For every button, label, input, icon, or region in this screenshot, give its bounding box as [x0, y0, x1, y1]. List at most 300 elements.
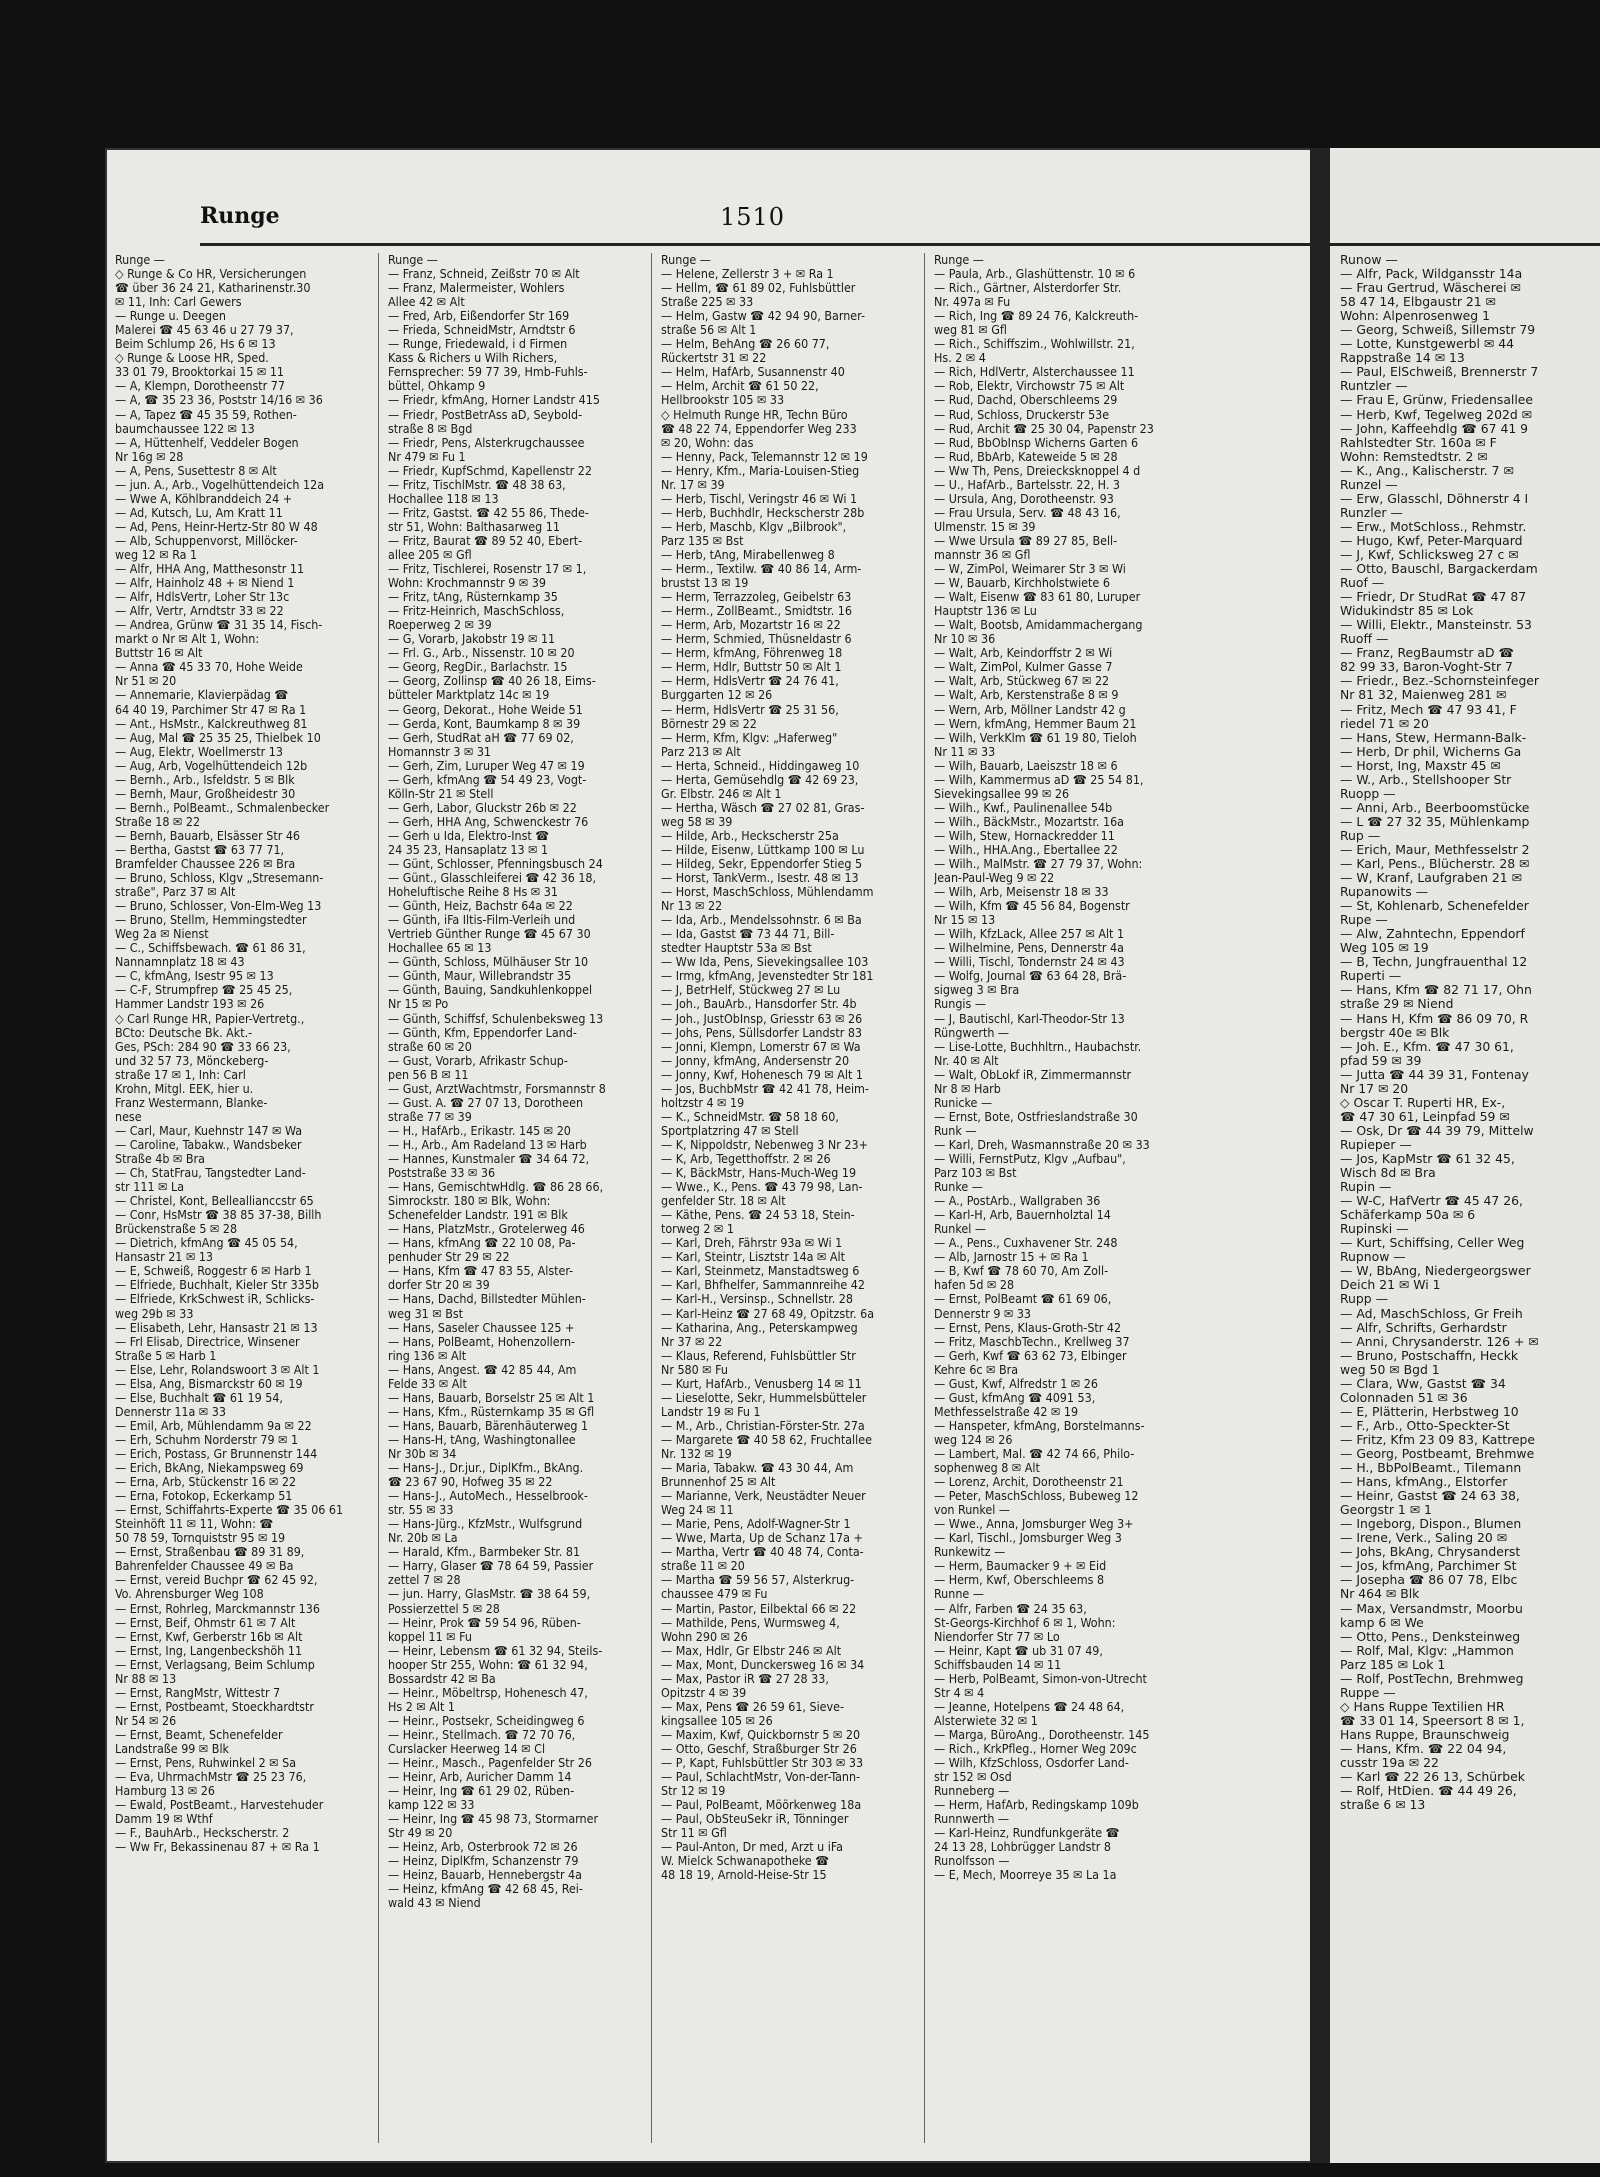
directory-entry-line: — Henry, Kfm., Maria-Louisen-Stieg: [661, 463, 860, 478]
directory-entry-line: — F., BauhArb., Heckscherstr. 2: [115, 1826, 290, 1841]
directory-entry-line: — Helene, Zellerstr 3 + ✉ Ra 1: [661, 267, 834, 282]
directory-entry-line: 24 35 23, Hansaplatz 13 ✉ 1: [388, 842, 549, 857]
directory-entry-line: Krohn, Mitgl. EEK, hier u.: [115, 1081, 254, 1096]
directory-entry-line: straße 8 ✉ Bgd: [388, 421, 473, 436]
directory-entry-line: — Wern, kfmAng, Hemmer Baum 21: [934, 716, 1137, 731]
directory-entry-line: — Ernst, Ing, Langenbeckshöh 11: [115, 1643, 303, 1658]
directory-entry-line: — Walt, Eisenw ☎ 83 61 80, Luruper: [934, 590, 1141, 605]
directory-entry-line: — Lieselotte, Sekr, Hummelsbütteler: [661, 1390, 867, 1405]
directory-entry-line: Straße 18 ✉ 22: [115, 814, 201, 829]
directory-entry-line: — Friedr, Pens, Alsterkrugchaussee: [388, 435, 585, 450]
directory-entry-line: Vertrieb Günther Runge ☎ 45 67 30: [388, 927, 591, 942]
directory-entry-line: ◇ Carl Runge HR, Papier-Vertretg.,: [115, 1011, 305, 1026]
directory-entry-line: — J, Bautischl, Karl-Theodor-Str 13: [934, 1011, 1125, 1026]
directory-entry-line: Possierzettel 5 ✉ 28: [388, 1601, 500, 1616]
next-page-entry-line: — Alw, Zahntechn, Eppendorf: [1340, 927, 1525, 942]
directory-entry-line: Runkel —: [934, 1222, 986, 1237]
directory-entry-line: Nr. 40 ✉ Alt: [934, 1053, 999, 1068]
directory-entry-line: Runke —: [934, 1180, 983, 1195]
directory-entry-line: Straße 225 ✉ 33: [661, 295, 754, 310]
directory-entry-line: Simrockstr. 180 ✉ Blk, Wohn:: [388, 1194, 551, 1209]
directory-entry-line: — Martha, Vertr ☎ 40 48 74, Conta-: [661, 1545, 864, 1560]
directory-entry-line: Bossardstr 42 ✉ Ba: [388, 1671, 496, 1686]
directory-entry-line: — C., Schiffsbewach. ☎ 61 86 31,: [115, 941, 306, 956]
next-page-entry-line: — Otto, Pens., Denksteinweg: [1340, 1629, 1521, 1644]
directory-entry-line: — Wilh., Kwf., Paulinenallee 54b: [934, 800, 1113, 815]
directory-entry-line: — Karl, Tischl., Jomsburger Weg 3: [934, 1531, 1122, 1546]
directory-entry-line: — Aug, Elektr, Woellmerstr 13: [115, 744, 283, 759]
directory-entry-line: — Hildeg, Sekr, Eppendorfer Stieg 5: [661, 857, 863, 872]
next-page-entry-line: Rupp —: [1340, 1292, 1388, 1307]
directory-entry-line: — Georg, Zollinsp ☎ 40 26 18, Eims-: [388, 674, 596, 689]
directory-entry-line: weg 58 ✉ 39: [661, 814, 733, 829]
directory-entry-line: — Frl Elisab, Directrice, Winsener: [115, 1334, 300, 1349]
next-page-entry-line: — W., Arb., Stellshooper Str: [1340, 772, 1512, 787]
directory-entry-line: — W, ZimPol, Weimarer Str 3 ✉ Wi: [934, 562, 1126, 577]
next-page-entry-line: Schäferkamp 50a ✉ 6: [1340, 1208, 1476, 1223]
next-page-entry-line: Runzler —: [1340, 505, 1403, 520]
directory-entry-line: Kölln-Str 21 ✉ Stell: [388, 786, 494, 801]
directory-entry-line: — Walt, Arb, Kerstenstraße 8 ✉ 9: [934, 688, 1119, 703]
next-page-entry-line: Rupe —: [1340, 913, 1388, 928]
directory-entry-line: — Maxim, Kwf, Quickbornstr 5 ✉ 20: [661, 1727, 861, 1742]
next-page-entry-line: — Rolf, Mal, Klgv: „Hammon: [1340, 1643, 1514, 1658]
directory-entry-line: — Fritz, MaschbTechn., Krellweg 37: [934, 1334, 1130, 1349]
directory-entry-line: Landstraße 99 ✉ Blk: [115, 1741, 229, 1756]
next-page-entry-line: Runzel —: [1340, 477, 1398, 492]
next-page-entry-line: — Ad, MaschSchloss, Gr Freih: [1340, 1306, 1523, 1321]
directory-entry-line: ✉ 11, Inh: Carl Gewers: [115, 295, 242, 310]
directory-entry-line: — Hans, PolBeamt, Hohenzollern-: [388, 1334, 576, 1349]
next-page-entry-line: — Frau Gertrud, Wäscherei ✉: [1340, 281, 1521, 296]
next-page-entry-line: Ruppe —: [1340, 1685, 1396, 1700]
directory-entry-line: — Heinz, Bauarb, Hennebergstr 4a: [388, 1868, 582, 1883]
directory-entry-line: — Dietrich, kfmAng ☎ 45 05 54,: [115, 1236, 298, 1251]
directory-entry-line: Hoheluftische Reihe 8 Hs ✉ 31: [388, 885, 558, 900]
next-page-entry-line: Rappstraße 14 ✉ 13: [1340, 351, 1465, 366]
directory-entry-line: — Mathilde, Pens, Wurmsweg 4,: [661, 1615, 840, 1630]
directory-entry-line: — Irmg, kfmAng, Jevenstedter Str 181: [661, 969, 874, 984]
directory-entry-line: Wohn 290 ✉ 26: [661, 1629, 748, 1644]
directory-entry-line: stedter Hauptstr 53a ✉ Bst: [661, 941, 812, 956]
next-page-entry-line: — Hugo, Kwf, Peter-Marquard: [1340, 533, 1523, 548]
directory-entry-line: — Herm, HdlsVertr ☎ 25 31 56,: [661, 702, 839, 717]
directory-entry-line: Sportplatzring 47 ✉ Stell: [661, 1123, 799, 1138]
directory-entry-line: Straße 5 ✉ Harb 1: [115, 1348, 217, 1363]
next-page-entry-line: — Hans, Kfm ☎ 82 71 17, Ohn: [1340, 983, 1532, 998]
directory-entry-line: — Karl-Heinz, Rundfunkgeräte ☎: [934, 1826, 1120, 1841]
directory-entry-line: — Margarete ☎ 40 58 62, Fruchtallee: [661, 1432, 872, 1447]
directory-entry-line: — Hellm, ☎ 61 89 02, Fuhlsbüttler: [661, 281, 856, 296]
directory-entry-line: — Ida, Gastst ☎ 73 44 71, Bill-: [661, 927, 835, 942]
directory-entry-line: wald 43 ✉ Niend: [388, 1896, 481, 1911]
directory-entry-line: — Ant., HsMstr., Kalckreuthweg 81: [115, 716, 308, 731]
directory-entry-line: — Erna, Fotokop, Eckerkamp 51: [115, 1489, 293, 1504]
next-page-entry-line: — Franz, RegBaumstr aD ☎: [1340, 646, 1514, 661]
directory-entry-line: — A, Klempn, Dorotheenstr 77: [115, 379, 285, 394]
directory-entry-line: — Gerh, Kwf ☎ 63 62 73, Elbinger: [934, 1348, 1127, 1363]
next-page-entry-line: Nr 17 ✉ 20: [1340, 1081, 1409, 1096]
directory-entry-line: — Bernh., PolBeamt., Schmalenbecker: [115, 800, 330, 815]
directory-entry-line: — Herb, PolBeamt, Simon-von-Utrecht: [934, 1671, 1147, 1686]
next-page-entry-line: — K., Ang., Kalischerstr. 7 ✉: [1340, 463, 1514, 478]
directory-entry-line: — Bernh., Arb., Isfeldstr. 5 ✉ Blk: [115, 772, 295, 787]
directory-entry-line: — Heinr, Ing ☎ 45 98 73, Stormarner: [388, 1812, 599, 1827]
directory-entry-line: Ulmenstr. 15 ✉ 39: [934, 519, 1036, 534]
directory-entry-line: — Jonni, Klempn, Lomerstr 67 ✉ Wa: [661, 1039, 861, 1054]
directory-entry-line: — Karl, Steinmetz, Manstadtsweg 6: [661, 1264, 860, 1279]
directory-entry-line: — Carl, Maur, Kuehnstr 147 ✉ Wa: [115, 1123, 303, 1138]
directory-entry-line: — Gust, ArztWachtmstr, Forsmannstr 8: [388, 1081, 606, 1096]
directory-entry-line: — Heinr, Prok ☎ 59 54 96, Rüben-: [388, 1615, 581, 1630]
next-page-entry-line: riedel 71 ✉ 20: [1340, 716, 1429, 731]
next-page-entry-line: — Ingeborg, Dispon., Blumen: [1340, 1517, 1522, 1532]
directory-entry-line: — Herb, Tischl, Veringstr 46 ✉ Wi 1: [661, 491, 858, 506]
directory-entry-line: — Alfr, Vertr, Arndtstr 33 ✉ 22: [115, 604, 284, 619]
directory-entry-line: Hochallee 65 ✉ 13: [388, 941, 492, 956]
directory-entry-line: — E, Schweiß, Roggestr 6 ✉ Harb 1: [115, 1264, 312, 1279]
directory-entry-line: — Johs, Pens, Süllsdorfer Landstr 83: [661, 1025, 863, 1040]
directory-entry-line: — Herm, Baumacker 9 + ✉ Eid: [934, 1559, 1107, 1574]
directory-entry-line: — Emil, Arb, Mühlendamm 9a ✉ 22: [115, 1418, 312, 1433]
directory-entry-line: Franz Westermann, Blanke-: [115, 1095, 268, 1110]
directory-entry-line: — Wilhelmine, Pens, Dennerstr 4a: [934, 941, 1124, 956]
directory-entry-line: — A, ☎ 35 23 36, Poststr 14/16 ✉ 36: [115, 393, 323, 408]
directory-entry-line: — Ernst, vereid Buchpr ☎ 62 45 92,: [115, 1573, 318, 1588]
next-page-rule: [1330, 243, 1600, 246]
directory-entry-line: — Elsa, Ang, Bismarckstr 60 ✉ 19: [115, 1376, 303, 1391]
directory-entry-line: Buttstr 16 ✉ Alt: [115, 646, 203, 661]
directory-entry-line: — Joh., BauArb., Hansdorfer Str. 4b: [661, 997, 857, 1012]
directory-entry-line: — Max, Pastor iR ☎ 27 28 33,: [661, 1671, 829, 1686]
directory-entry-line: — Wwe A, Köhlbranddeich 24 +: [115, 491, 293, 506]
directory-entry-line: holtzstr 4 ✉ 19: [661, 1095, 745, 1110]
directory-entry-line: — Wilh, Kammermus aD ☎ 25 54 81,: [934, 772, 1144, 787]
directory-entry-line: von Runkel —: [934, 1503, 1011, 1518]
next-page-entry-line: — Joh. E., Kfm. ☎ 47 30 61,: [1340, 1039, 1514, 1054]
directory-entry-line: — Karl, Dreh, Wasmannstraße 20 ✉ 33: [934, 1137, 1150, 1152]
directory-entry-line: — Wwe Ursula ☎ 89 27 85, Bell-: [934, 533, 1118, 548]
directory-entry-line: brustst 13 ✉ 19: [661, 576, 749, 591]
directory-entry-line: straße 11 ✉ 20: [661, 1559, 745, 1574]
directory-entry-line: — Ernst, Straßenbau ☎ 89 31 89,: [115, 1545, 305, 1560]
directory-entry-line: Parz 213 ✉ Alt: [661, 744, 741, 759]
directory-entry-line: Hs 2 ✉ Alt 1: [388, 1699, 455, 1714]
directory-entry-line: — Rud, BbObInsp Wicherns Garten 6: [934, 435, 1139, 450]
directory-entry-line: straße 17 ✉ 1, Inh: Carl: [115, 1067, 246, 1082]
directory-entry-line: — Ewald, PostBeamt., Harvestehuder: [115, 1798, 324, 1813]
directory-entry-line: Roeperweg 2 ✉ 39: [388, 618, 492, 633]
next-page-entry-line: — Jos, KapMstr ☎ 61 32 45,: [1340, 1152, 1515, 1166]
directory-entry-line: — Bruno, Schlosser, Von-Elm-Weg 13: [115, 899, 322, 914]
next-page-entry-line: — L ☎ 27 32 35, Mühlenkamp: [1340, 814, 1530, 829]
directory-entry-line: — Gust, kfmAng ☎ 4091 53,: [934, 1390, 1096, 1405]
directory-entry-line: — Hans-J., Dr.jur., DiplKfm., BkAng.: [388, 1461, 584, 1476]
directory-entry-line: — C-F, Strumpfrep ☎ 25 45 25,: [115, 983, 293, 998]
directory-entry-line: Parz 135 ✉ Bst: [661, 533, 744, 548]
directory-entry-line: — Herb, Buchhdlr, Heckscherstr 28b: [661, 505, 865, 520]
directory-entry-line: ring 136 ✉ Alt: [388, 1348, 467, 1363]
directory-entry-line: Nr 51 ✉ 20: [115, 674, 177, 689]
directory-entry-line: — Helm, Archit ☎ 61 50 22,: [661, 379, 819, 394]
directory-entry-line: hafen 5d ✉ 28: [934, 1278, 1015, 1293]
next-page-entry-line: — Jutta ☎ 44 39 31, Fontenay: [1340, 1067, 1529, 1082]
directory-entry-line: str 51, Wohn: Balthasarweg 11: [388, 519, 560, 534]
directory-entry-line: — Kurt, HafArb., Venusberg 14 ✉ 11: [661, 1376, 862, 1391]
next-page-entry-line: — Max, Versandmstr, Moorbu: [1340, 1601, 1523, 1616]
directory-entry-line: Burggarten 12 ✉ 26: [661, 688, 773, 703]
next-page-entry-line: — W, Kranf, Laufgraben 21 ✉: [1340, 871, 1522, 886]
directory-entry-line: straße 60 ✉ 20: [388, 1039, 472, 1054]
directory-entry-line: — Heinz, DiplKfm, Schanzenstr 79: [388, 1854, 579, 1869]
directory-entry-line: — Ernst, Beif, Ohmstr 61 ✉ 7 Alt: [115, 1615, 296, 1630]
directory-entry-line: — J, BetrHelf, Stückweg 27 ✉ Lu: [661, 983, 841, 998]
directory-entry-line: Nr 8 ✉ Harb: [934, 1081, 1001, 1096]
directory-entry-line: — Günt, Schlosser, Pfenningsbusch 24: [388, 857, 603, 872]
next-page-entry-line: — John, Kaffeehdlg ☎ 67 41 9: [1340, 421, 1529, 436]
directory-entry-line: Brunnenhof 25 ✉ Alt: [661, 1475, 776, 1490]
directory-entry-line: Runk —: [934, 1123, 977, 1138]
directory-entry-line: Methfesselstraße 42 ✉ 19: [934, 1404, 1079, 1419]
directory-entry-line: — Hans-J., AutoMech., Hesselbrook-: [388, 1489, 588, 1504]
directory-entry-line: Allee 42 ✉ Alt: [388, 295, 465, 310]
next-page-entry-line: — Karl ☎ 22 26 13, Schürbek: [1340, 1770, 1525, 1785]
directory-entry-line: sophenweg 8 ✉ Alt: [934, 1461, 1040, 1476]
directory-entry-line: — Wern, Arb, Möllner Landstr 42 g: [934, 702, 1126, 717]
directory-entry-line: — Ernst, RangMstr, Wittestr 7: [115, 1685, 281, 1700]
directory-entry-line: — Ch, StatFrau, Tangstedter Land-: [115, 1166, 306, 1181]
directory-entry-line: — Rud, Dachd, Oberschleems 29: [934, 393, 1118, 408]
directory-entry-line: Jean-Paul-Weg 9 ✉ 22: [934, 871, 1055, 886]
directory-entry-line: — Fred, Arb, Eißendorfer Str 169: [388, 309, 570, 324]
directory-entry-line: — Anna ☎ 45 33 70, Hohe Weide: [115, 660, 303, 675]
next-page-entry-line: — E, Plätterin, Herbstweg 10: [1340, 1404, 1519, 1419]
directory-entry-line: Poststraße 33 ✉ 36: [388, 1166, 496, 1181]
directory-entry-line: — Günth, Schloss, Mülhäuser Str 10: [388, 955, 589, 970]
directory-entry-line: — Käthe, Pens. ☎ 24 53 18, Stein-: [661, 1208, 855, 1223]
directory-entry-line: Nr 10 ✉ 36: [934, 632, 996, 647]
directory-entry-line: — Jonny, kfmAng, Andersenstr 20: [661, 1053, 850, 1068]
directory-entry-line: Weg 24 ✉ 11: [661, 1503, 734, 1518]
next-page-entry-line: — Osk, Dr ☎ 44 39 79, Mittelw: [1340, 1123, 1534, 1138]
directory-entry-line: — Jos, BuchbMstr ☎ 42 41 78, Heim-: [661, 1081, 869, 1096]
directory-entry-line: — Ernst, Beamt, Schenefelder: [115, 1727, 283, 1742]
directory-entry-line: — Heinz, kfmAng ☎ 42 68 45, Rei-: [388, 1882, 583, 1897]
directory-entry-line: — Herm, Hdlr, Buttstr 50 ✉ Alt 1: [661, 660, 842, 675]
directory-entry-line: — Ernst, Verlagsang, Beim Schlump: [115, 1657, 315, 1672]
directory-entry-line: — Wwe., Anna, Jomsburger Weg 3+: [934, 1517, 1134, 1532]
directory-entry-line: Kass & Richers u Wilh Richers,: [388, 351, 558, 366]
directory-entry-line: — Gerh, StudRat aH ☎ 77 69 02,: [388, 730, 574, 745]
next-page-entry-line: Wohn: Remstedtstr. 2 ✉: [1340, 449, 1488, 464]
directory-entry-line: — Horst, MaschSchloss, Mühlendamm: [661, 885, 874, 900]
directory-entry-line: — Alfr, Farben ☎ 24 35 63,: [934, 1601, 1087, 1616]
directory-entry-line: Runolfsson —: [934, 1854, 1010, 1869]
directory-entry-line: Hauptstr 136 ✉ Lu: [934, 604, 1037, 619]
next-page-entry-line: Deich 21 ✉ Wi 1: [1340, 1278, 1441, 1293]
next-page-entry-line: ◇ Oscar T. Ruperti HR, Ex-,: [1340, 1095, 1506, 1110]
directory-entry-line: — Paul, ObSteuSekr iR, Tönninger: [661, 1812, 849, 1827]
directory-entry-line: Fernsprecher: 59 77 39, Hmb-Fuhls-: [388, 365, 588, 380]
directory-entry-line: Curslacker Heerweg 14 ✉ Cl: [388, 1741, 546, 1756]
directory-entry-line: — A, Pens, Susettestr 8 ✉ Alt: [115, 463, 277, 478]
next-page-entry-line: Rahlstedter Str. 160a ✉ F: [1340, 435, 1497, 450]
directory-entry-line: Runge —: [388, 253, 438, 267]
next-page-entry-line: kamp 6 ✉ We: [1340, 1615, 1424, 1630]
next-page-entry-line: Wohn: Alpenrosenweg 1: [1340, 309, 1490, 324]
directory-entry-line: Ges, PSch: 284 90 ☎ 33 66 23,: [115, 1039, 291, 1054]
next-page-entry-line: ☎ 47 30 61, Leinpfad 59 ✉: [1340, 1109, 1510, 1124]
directory-entry-line: genfelder Str. 18 ✉ Alt: [661, 1194, 786, 1209]
next-page-column: [1340, 253, 1600, 2143]
directory-entry-line: — Paula, Arb., Glashüttenstr. 10 ✉ 6: [934, 267, 1136, 282]
directory-entry-line: — Gust, Kwf, Alfredstr 1 ✉ 26: [934, 1376, 1098, 1391]
directory-entry-line: — Wilh, Kfm ☎ 45 56 84, Bogenstr: [934, 899, 1130, 914]
directory-entry-line: — Karl-H, Arb, Bauernholztal 14: [934, 1208, 1111, 1223]
directory-entry-line: — Walt, ObLokf iR, Zimmermannstr: [934, 1067, 1132, 1082]
directory-entry-line: ◇ Helmuth Runge HR, Techn Büro: [661, 407, 848, 422]
directory-entry-line: — Hans-Jürg., KfzMstr., Wulfsgrund: [388, 1517, 583, 1532]
next-page-entry-line: — Herb, Dr phil, Wicherns Ga: [1340, 744, 1522, 759]
directory-entry-line: — Hans, Kfm., Rüsternkamp 35 ✉ Gfl: [388, 1404, 595, 1419]
directory-entry-line: torweg 2 ✉ 1: [661, 1222, 734, 1237]
directory-entry-line: Nr 88 ✉ 13: [115, 1671, 177, 1686]
directory-entry-line: — Rob, Elektr, Virchowstr 75 ✉ Alt: [934, 379, 1125, 394]
directory-entry-line: — Helm, HafArb, Susannenstr 40: [661, 365, 845, 380]
next-page-entry-line: — W, BbAng, Niedergeorgswer: [1340, 1264, 1531, 1279]
directory-entry-line: Nr 15 ✉ Po: [388, 997, 449, 1012]
directory-entry-line: — A, Hüttenhelf, Veddeler Bogen: [115, 435, 299, 450]
directory-entry-line: — Willi, FernstPutz, Klgv „Aufbau",: [934, 1152, 1126, 1166]
directory-entry-line: Bramfelder Chaussee 226 ✉ Bra: [115, 857, 296, 872]
directory-entry-line: Alsterwiete 32 ✉ 1: [934, 1713, 1038, 1728]
directory-entry-line: — Andrea, Grünw ☎ 31 35 14, Fisch-: [115, 618, 323, 633]
directory-entry-line: — Herm, Terrazzoleg, Geibelstr 63: [661, 590, 852, 605]
next-page-entry-line: — Friedr., Bez.-Schornsteinfeger: [1340, 674, 1540, 689]
directory-entry-line: büttel, Ohkamp 9: [388, 379, 486, 394]
directory-entry-line: — Ernst, PolBeamt ☎ 61 69 06,: [934, 1292, 1112, 1307]
directory-entry-line: — Annemarie, Klavierpädag ☎: [115, 688, 289, 703]
directory-entry-line: Damm 19 ✉ Wthf: [115, 1812, 213, 1827]
directory-entry-line: — Erich, BkAng, Niekampsweg 69: [115, 1461, 304, 1476]
directory-entry-line: 50 78 59, Tornquiststr 95 ✉ 19: [115, 1531, 286, 1546]
directory-entry-line: straße", Parz 37 ✉ Alt: [115, 885, 236, 900]
directory-entry-line: Bahrenfelder Chaussee 49 ✉ Ba: [115, 1559, 294, 1574]
directory-entry-line: — Else, Lehr, Rolandswoort 3 ✉ Alt 1: [115, 1362, 320, 1377]
next-page-entry-line: — Hans, Stew, Hermann-Balk-: [1340, 730, 1527, 745]
directory-entry-line: — Heinr, Ing ☎ 61 29 02, Rüben-: [388, 1784, 575, 1799]
directory-entry-line: — Paul-Anton, Dr med, Arzt u iFa: [661, 1840, 843, 1855]
directory-entry-line: W. Mielck Schwanapotheke ☎: [661, 1854, 830, 1869]
directory-entry-line: — Wilh., BäckMstr., Mozartstr. 16a: [934, 814, 1125, 829]
directory-entry-line: — Bruno, Stellm, Hemmingstedter: [115, 913, 307, 928]
next-page-entry-line: Hans Ruppe, Braunschweig: [1340, 1727, 1510, 1742]
next-page-entry-line: straße 6 ✉ 13: [1340, 1798, 1426, 1813]
directory-entry-line: — Lorenz, Archit, Dorotheenstr 21: [934, 1475, 1124, 1490]
next-page-entry-line: — Lotte, Kunstgewerbl ✉ 44: [1340, 337, 1515, 352]
directory-entry-line: ☎ 23 67 90, Hofweg 35 ✉ 22: [388, 1475, 553, 1490]
directory-entry-line: Runne —: [934, 1587, 984, 1602]
directory-entry-line: — Fritz-Heinrich, MaschSchloss,: [388, 604, 565, 619]
directory-entry-line: — Gust. A. ☎ 27 07 13, Dorotheen: [388, 1095, 584, 1110]
directory-entry-line: — Gerh, Labor, Gluckstr 26b ✉ 22: [388, 800, 577, 815]
header-surname: Runge: [200, 203, 280, 229]
next-page-entry-line: — St, Kohlenarb, Schenefelder: [1340, 899, 1529, 914]
directory-entry-line: — Wilh, VerkKlm ☎ 61 19 80, Tieloh: [934, 730, 1137, 745]
directory-entry-line: ◇ Runge & Co HR, Versicherungen: [115, 267, 307, 282]
directory-entry-line: ☎ über 36 24 21, Katharinenstr.30: [115, 281, 311, 296]
directory-entry-line: — jun. Harry, GlasMstr. ☎ 38 64 59,: [388, 1587, 591, 1602]
next-page-entry-line: — Otto, Bauschl, Bargackerdam: [1340, 562, 1538, 577]
directory-entry-line: — Herb, tAng, Mirabellenweg 8: [661, 547, 835, 562]
next-page-entry-line: — Josepha ☎ 86 07 78, Elbc: [1340, 1573, 1518, 1588]
directory-entry-line: — B, Kwf ☎ 78 60 70, Am Zoll-: [934, 1264, 1109, 1279]
directory-entry-line: — Else, Buchhalt ☎ 61 19 54,: [115, 1390, 283, 1405]
next-page-entry-line: bergstr 40e ✉ Blk: [1340, 1025, 1450, 1040]
directory-entry-line: Nr 30b ✉ 34: [388, 1446, 457, 1461]
directory-entry-line: — Wilh., HHA.Ang., Ebertallee 22: [934, 842, 1118, 857]
directory-entry-line: — Rud, Archit ☎ 25 30 04, Papenstr 23: [934, 421, 1154, 436]
directory-entry-line: — Heinr., Möbeltrsp, Hohenesch 47,: [388, 1685, 588, 1700]
next-page-entry-line: — Georg, Schweiß, Sillemstr 79: [1340, 323, 1536, 338]
directory-entry-line: — Rich., Gärtner, Alsterdorfer Str.: [934, 281, 1122, 296]
directory-entry-line: — Ww Ida, Pens, Sievekingsallee 103: [661, 955, 869, 970]
directory-entry-line: — Walt, ZimPol, Kulmer Gasse 7: [934, 660, 1113, 675]
directory-entry-line: Gr. Elbstr. 246 ✉ Alt 1: [661, 786, 782, 801]
directory-entry-line: hooper Str 255, Wohn: ☎ 61 32 94,: [388, 1657, 588, 1672]
directory-entry-line: BCto: Deutsche Bk. Akt.-: [115, 1025, 253, 1040]
directory-entry-line: Straße 4b ✉ Bra: [115, 1152, 205, 1166]
directory-entry-line: — Ad, Kutsch, Lu, Am Kratt 11: [115, 505, 283, 520]
directory-entry-line: Hs. 2 ✉ 4: [934, 351, 986, 366]
directory-entry-line: — Hannes, Kunstmaler ☎ 34 64 72,: [388, 1152, 590, 1166]
directory-entry-line: Str 49 ✉ 20: [388, 1826, 453, 1841]
next-page-entry-line: — Anni, Arb., Beerboomstücke: [1340, 800, 1530, 815]
directory-entry-line: — Runge u. Deegen: [115, 309, 226, 324]
directory-entry-line: — Heinr, Kapt ☎ ub 31 07 49,: [934, 1643, 1103, 1658]
directory-entry-line: — Maria, Tabakw. ☎ 43 30 44, Am: [661, 1461, 854, 1476]
directory-entry-line: — Caroline, Tabakw., Wandsbeker: [115, 1137, 302, 1152]
directory-entry-line: 24 13 28, Lohbrügger Landstr 8: [934, 1840, 1112, 1855]
next-page-entry-line: Rupnow —: [1340, 1250, 1406, 1265]
directory-entry-line: — Max, Pens ☎ 26 59 61, Sieve-: [661, 1699, 845, 1714]
directory-entry-line: — Heinr., Masch., Pagenfelder Str 26: [388, 1756, 592, 1771]
directory-entry-line: — Heinr., Stellmach. ☎ 72 70 76,: [388, 1727, 576, 1742]
directory-entry-line: — Bertha, Gastst ☎ 63 77 71,: [115, 842, 285, 857]
directory-entry-line: weg 124 ✉ 26: [934, 1432, 1013, 1447]
next-page-entry-line: — Jos, kfmAng, Parchimer St: [1340, 1559, 1517, 1574]
directory-page: [105, 148, 1325, 2163]
directory-entry-line: — Wilh, KfzLack, Allee 257 ✉ Alt 1: [934, 927, 1125, 942]
directory-entry-line: — Klaus, Referend, Fuhlsbüttler Str: [661, 1348, 856, 1363]
directory-entry-line: — K, Arb, Tegetthoffstr. 2 ✉ 26: [661, 1152, 831, 1166]
directory-entry-line: — Wwe, Marta, Up de Schanz 17a +: [661, 1531, 863, 1546]
directory-entry-line: — Wilh, Arb, Meisenstr 18 ✉ 33: [934, 885, 1109, 900]
directory-entry-line: — jun. A., Arb., Vogelhüttendeich 12a: [115, 477, 325, 492]
directory-entry-line: Nr 580 ✉ Fu: [661, 1362, 728, 1377]
next-page-entry-line: Widukindstr 85 ✉ Lok: [1340, 604, 1474, 619]
directory-entry-line: — Alb, Jarnostr 15 + ✉ Ra 1: [934, 1250, 1089, 1265]
next-page-entry-line: Rup —: [1340, 828, 1381, 843]
directory-entry-line: — Rich., KrkPfleg., Horner Weg 209c: [934, 1741, 1137, 1756]
next-page-entry-line: — Erw., MotSchloss., Rehmstr.: [1340, 519, 1527, 534]
next-page-entry-line: — Heinr, Gastst ☎ 24 63 38,: [1340, 1489, 1520, 1504]
directory-entry-line: baumchaussee 122 ✉ 13: [115, 421, 255, 436]
directory-entry-line: Felde 33 ✉ Alt: [388, 1376, 467, 1391]
directory-entry-line: ✉ 20, Wohn: das: [661, 435, 754, 450]
directory-entry-line: — Herm, HdlsVertr ☎ 24 76 41,: [661, 674, 839, 689]
directory-entry-line: — Marianne, Verk, Neustädter Neuer: [661, 1489, 866, 1504]
